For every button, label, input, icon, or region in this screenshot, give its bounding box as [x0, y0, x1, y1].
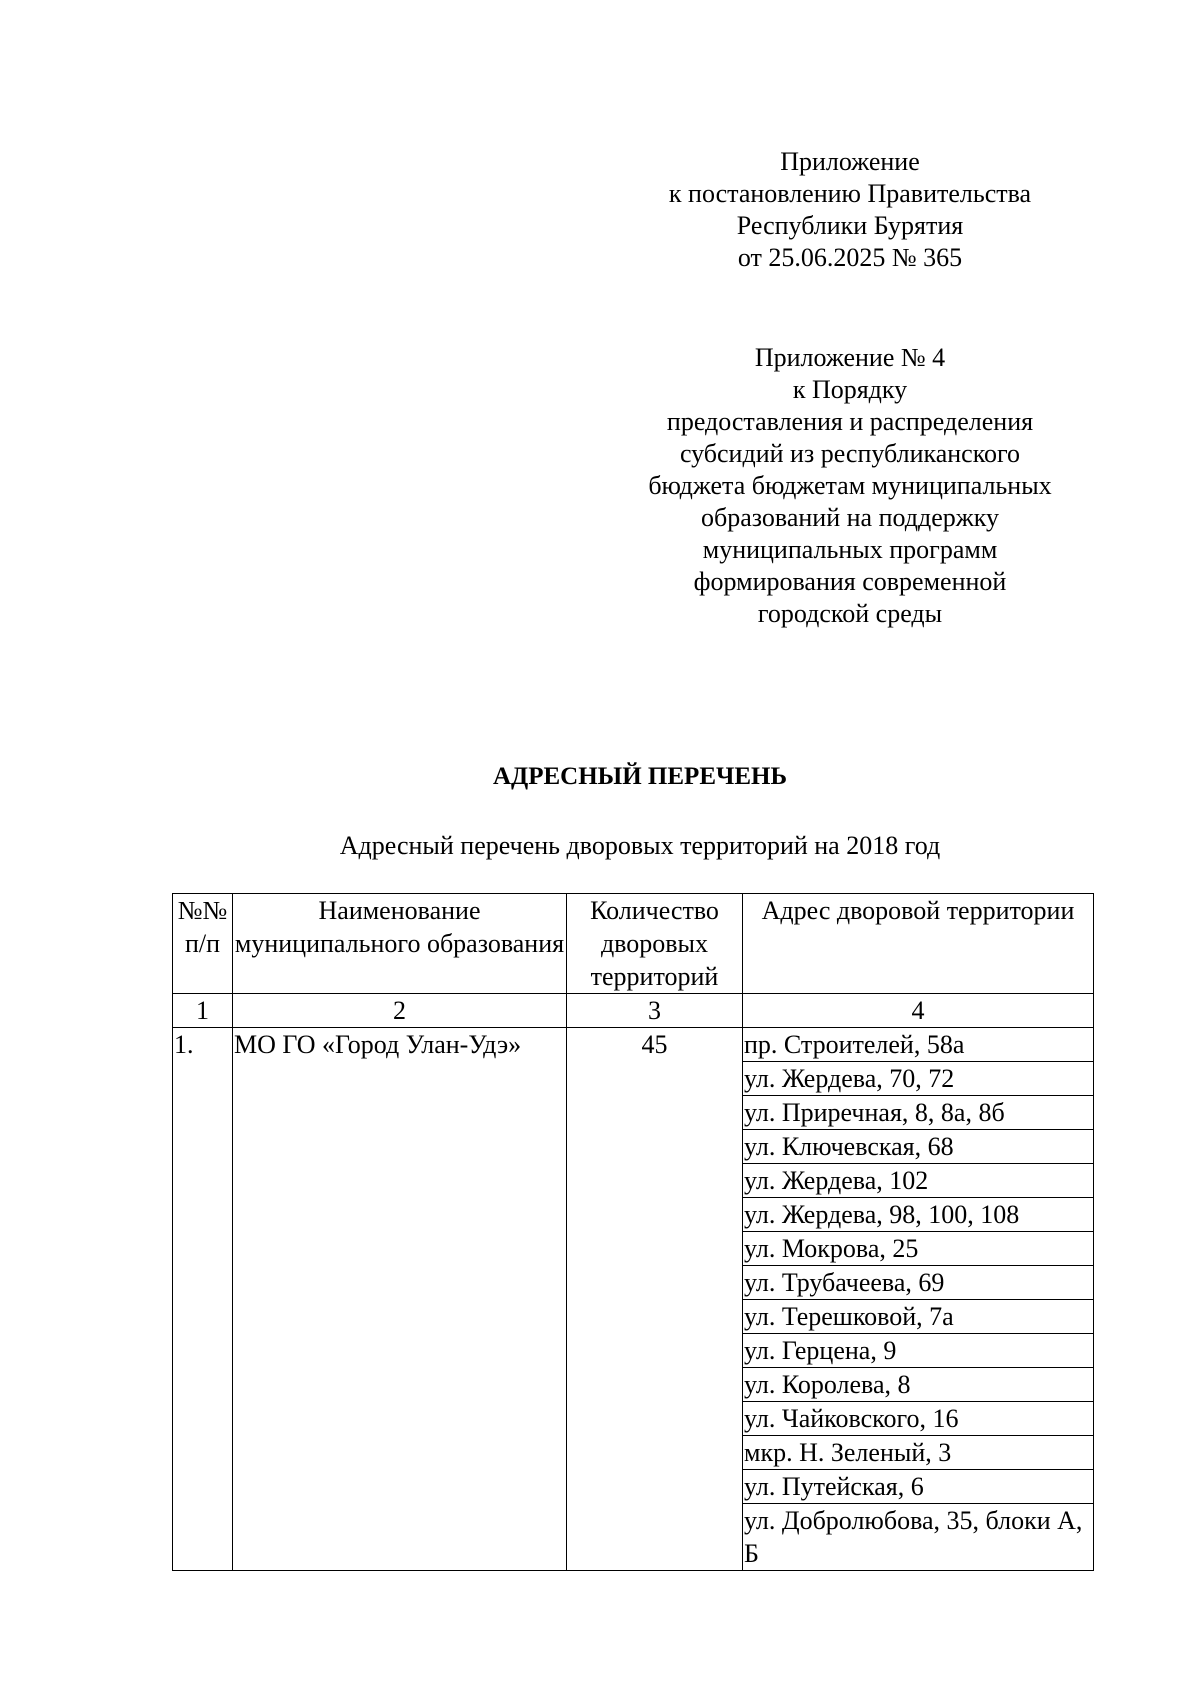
- column-number: 1: [173, 994, 233, 1028]
- address-cell: ул. Добролюбова, 35, блоки А, Б: [743, 1504, 1094, 1571]
- address-cell: ул. Терешковой, 7а: [743, 1300, 1094, 1334]
- address-cell: ул. Жердева, 102: [743, 1164, 1094, 1198]
- stamp-line: образований на поддержку: [701, 503, 999, 532]
- address-cell: ул. Ключевская, 68: [743, 1130, 1094, 1164]
- stamp-line: от 25.06.2025 № 365: [737, 243, 963, 272]
- address-cell: ул. Путейская, 6: [743, 1470, 1094, 1504]
- stamp-line: формирования современной: [693, 567, 1007, 596]
- address-cell: ул. Герцена, 9: [743, 1334, 1094, 1368]
- stamp-line: муниципальных программ: [702, 535, 998, 564]
- stamp-line: Республики Бурятия: [736, 211, 964, 240]
- table-header-row: [173, 894, 1094, 994]
- address-cell: ул. Мокрова, 25: [743, 1232, 1094, 1266]
- table-row: [173, 1028, 1094, 1062]
- stamp-line: к постановлению Правительства: [668, 179, 1032, 208]
- address-cell: мкр. Н. Зеленый, 3: [743, 1436, 1094, 1470]
- stamp-line: Приложение: [780, 147, 920, 176]
- address-cell: ул. Приречная, 8, 8а, 8б: [743, 1096, 1094, 1130]
- address-cell: ул. Королева, 8: [743, 1368, 1094, 1402]
- document-subtitle: Адресный перечень дворовых территорий на 2018 год: [339, 831, 941, 860]
- stamp-line: бюджета бюджетам муниципальных: [648, 471, 1052, 500]
- row-municipality: МО ГО «Город Улан-Удэ»: [233, 1028, 567, 1571]
- address-cell: ул. Жердева, 98, 100, 108: [743, 1198, 1094, 1232]
- header-num: №№ п/п: [173, 894, 233, 994]
- stamp-line: субсидий из республиканского: [679, 439, 1021, 468]
- header-count: Количество дворовых территорий: [567, 894, 743, 994]
- column-number: 4: [743, 994, 1094, 1028]
- address-cell: ул. Чайковского, 16: [743, 1402, 1094, 1436]
- column-number: 3: [567, 994, 743, 1028]
- approval-stamp: [620, 146, 1080, 274]
- address-table: [172, 893, 1094, 1571]
- stamp-line: предоставления и распределения: [666, 407, 1034, 436]
- stamp-line: к Порядку: [792, 375, 908, 404]
- appendix-stamp: [620, 342, 1080, 630]
- document-title: АДРЕСНЫЙ ПЕРЕЧЕНЬ: [492, 763, 787, 790]
- header-address: Адрес дворовой территории: [743, 894, 1094, 994]
- stamp-line: городской среды: [757, 599, 943, 628]
- column-number-row: [173, 994, 1094, 1028]
- row-num: 1.: [173, 1028, 233, 1571]
- address-cell: ул. Жердева, 70, 72: [743, 1062, 1094, 1096]
- address-cell: ул. Трубачеева, 69: [743, 1266, 1094, 1300]
- header-name: Наименование муниципального образования: [233, 894, 567, 994]
- column-number: 2: [233, 994, 567, 1028]
- address-cell: пр. Строителей, 58а: [743, 1028, 1094, 1062]
- stamp-line: Приложение № 4: [754, 343, 946, 372]
- row-count: 45: [567, 1028, 743, 1571]
